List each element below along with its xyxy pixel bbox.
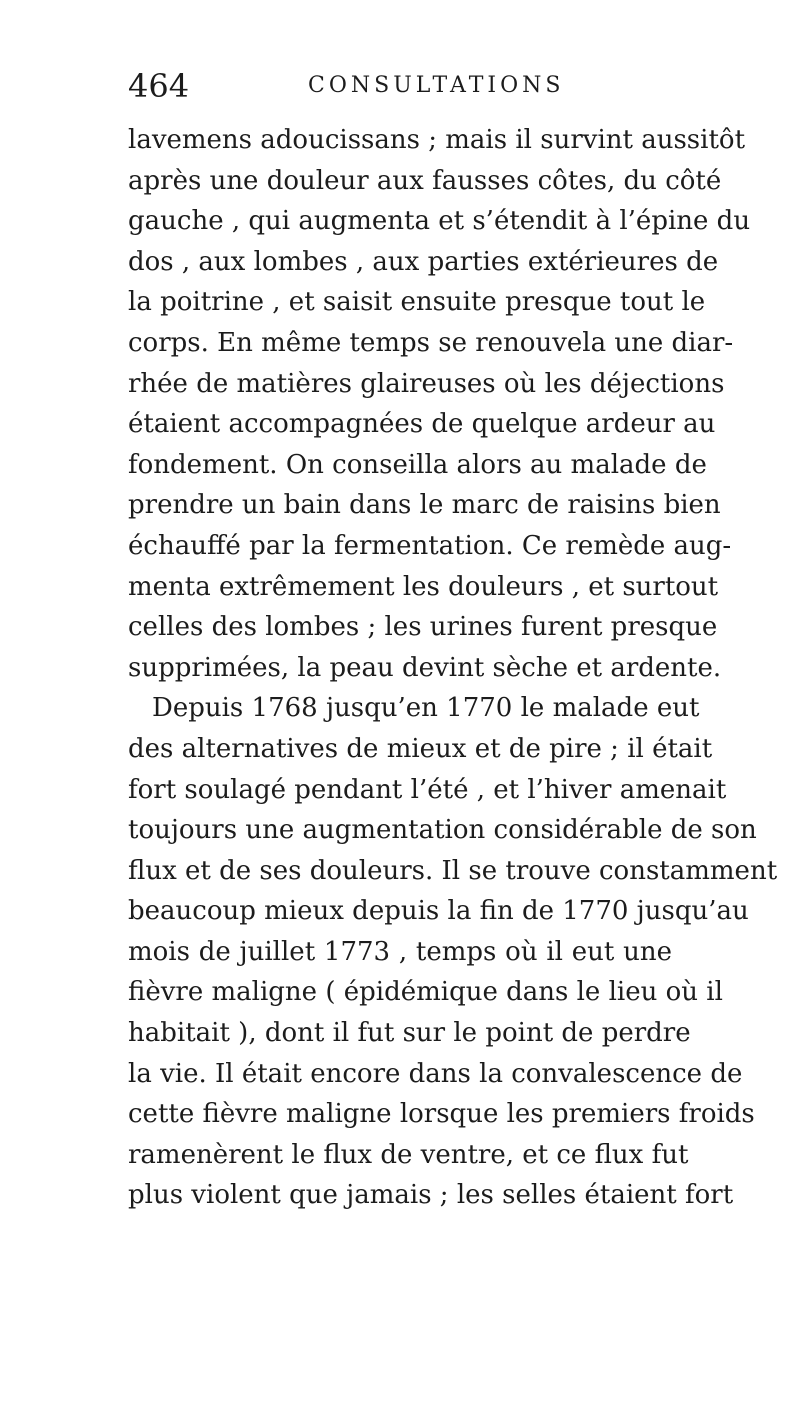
text-line: plus violent que jamais ; les selles étaient fort: [128, 1180, 734, 1211]
text-line: toujours une augmentation considérable de son: [128, 815, 757, 846]
text-line: gauche , qui augmenta et s’étendit à l’épine du: [128, 206, 751, 237]
text-line: la poitrine , et saisit ensuite presque tout le: [128, 287, 706, 318]
text-line: dos , aux lombes , aux parties extérieures de: [128, 246, 719, 277]
text-line: beaucoup mieux depuis la fin de 1770 jusqu’au: [128, 896, 749, 927]
text-line: mois de juillet 1773 , temps où il eut une: [128, 936, 672, 967]
text-line: flux et de ses douleurs. Il se trouve constamment: [128, 855, 778, 886]
text-line: la vie. Il était encore dans la convalescence de: [128, 1058, 743, 1089]
text-line: celles des lombes ; les urines furent presque: [128, 612, 718, 643]
text-line: fort soulagé pendant l’été , et l’hiver amenait: [128, 774, 727, 805]
text-line: fondement. On conseilla alors au malade de: [128, 449, 707, 480]
paragraph-start-line: Depuis 1768 jusqu’en 1770 le malade eut: [152, 693, 700, 724]
text-line: habitait ), dont il fut sur le point de perdre: [128, 1018, 691, 1049]
page-number: 464: [128, 67, 190, 105]
text-line: rhée de matières glaireuses où les déjections: [128, 368, 725, 399]
page-header: [118, 66, 678, 106]
text-line: après une douleur aux fausses côtes, du côté: [128, 165, 722, 196]
text-line: cette fièvre maligne lorsque les premiers froids: [128, 1099, 755, 1130]
running-head: CONSULTATIONS: [308, 73, 565, 98]
text-line: prendre un bain dans le marc de raisins bien: [128, 490, 721, 521]
text-line: menta extrêmement les douleurs , et surtout: [128, 571, 719, 602]
text-line: fièvre maligne ( épidémique dans le lieu où il: [128, 977, 723, 1008]
text-line: corps. En même temps se renouvela une diar-: [128, 327, 734, 358]
text-line: lavemens adoucissans ; mais il survint aussitôt: [128, 125, 746, 155]
text-line: des alternatives de mieux et de pire ; il était: [128, 733, 713, 764]
text-line: ramenèrent le flux de ventre, et ce flux fut: [128, 1139, 689, 1170]
body-text: [128, 120, 778, 1216]
text-line: supprimées, la peau devint sèche et ardente.: [128, 652, 722, 683]
text-line: échauffé par la fermentation. Ce remède aug-: [128, 530, 732, 561]
text-line: étaient accompagnées de quelque ardeur au: [128, 409, 716, 440]
